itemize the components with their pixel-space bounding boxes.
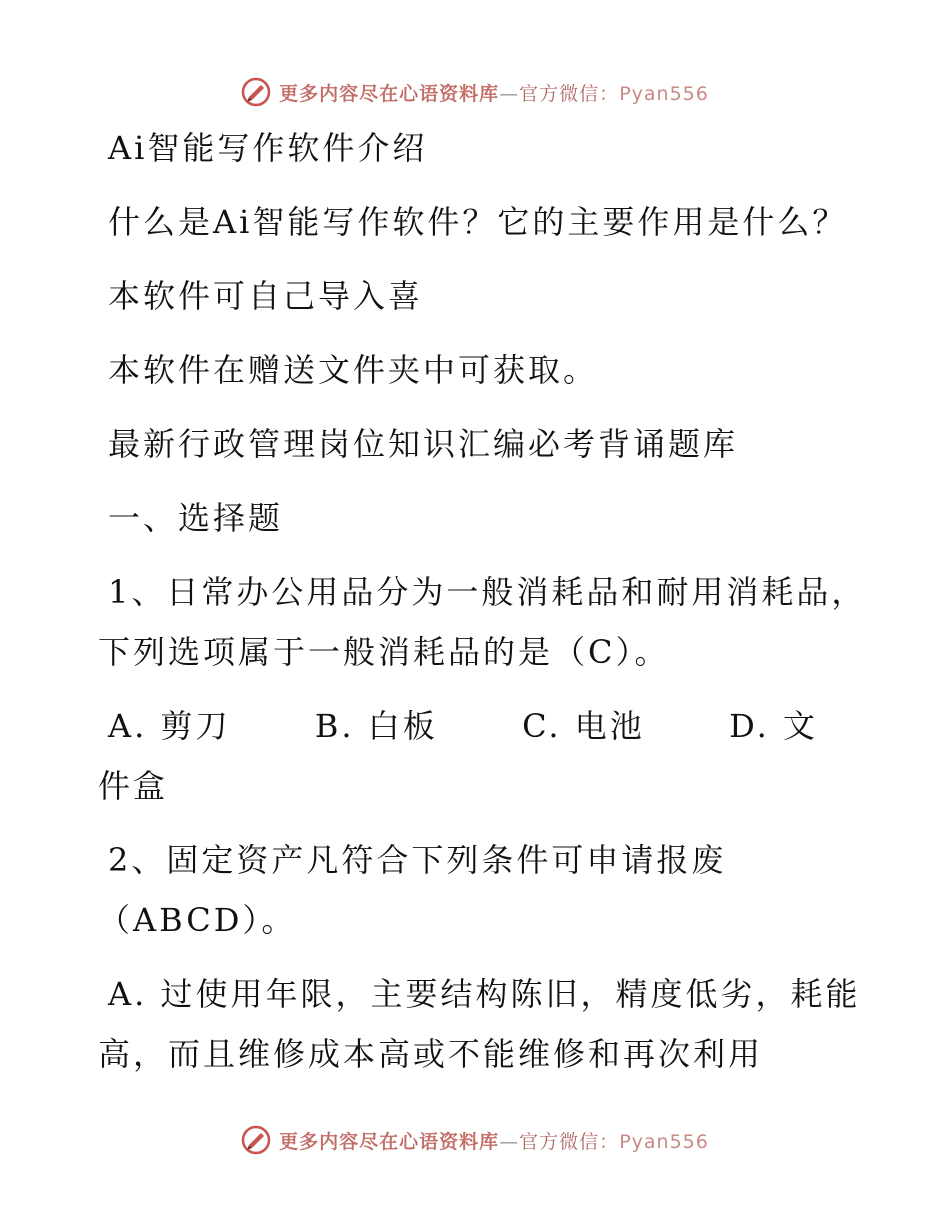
watermark-text <box>279 1127 709 1154</box>
watermark-main: 更多内容尽在心语资料库 <box>279 1130 500 1153</box>
question-2-line-2: （ABCD）。 <box>98 901 297 939</box>
watermark-separator: — <box>499 1130 520 1153</box>
option-d-wrap: 件盒 <box>98 767 169 805</box>
watermark-text <box>279 79 709 106</box>
get-line: 本软件在赠送文件夹中可获取。 <box>108 351 599 389</box>
footer-watermark <box>0 1120 950 1160</box>
question-2-line-1: 2、固定资产凡符合下列条件可申请报废 <box>108 841 727 879</box>
question-2-option-a-line-1: A. 过使用年限，主要结构陈旧，精度低劣，耗能 <box>108 975 861 1013</box>
logo-icon <box>241 77 271 107</box>
option-d: D. 文 <box>729 707 818 745</box>
option-b: B. 白板 <box>314 707 438 745</box>
watermark-wechat-id: Pyan556 <box>619 1130 709 1153</box>
import-line: 本软件可自己导入喜 <box>108 277 424 315</box>
question-bank-title: 最新行政管理岗位知识汇编必考背诵题库 <box>108 425 739 463</box>
watermark-separator: — <box>499 82 520 105</box>
document-body <box>98 118 867 1084</box>
question-2 <box>98 830 858 950</box>
question-2-option-a-line-2: 高，而且维修成本高或不能维修和再次利用 <box>98 1035 764 1073</box>
options-row <box>98 696 858 756</box>
watermark-main: 更多内容尽在心语资料库 <box>279 82 500 105</box>
watermark-wechat-label: 官方微信： <box>519 82 620 105</box>
question-1-line-1: 1、日常办公用品分为一般消耗品和耐用消耗品， <box>108 573 867 611</box>
intro-question: 什么是Ai智能写作软件？它的主要作用是什么？ <box>108 203 848 241</box>
watermark-wechat-label: 官方微信： <box>519 1130 620 1153</box>
question-1-options <box>98 696 858 816</box>
question-2-option-a <box>98 964 861 1084</box>
watermark-wechat-id: Pyan556 <box>619 82 709 105</box>
doc-title: Ai智能写作软件介绍 <box>108 129 428 167</box>
section-heading: 一、选择题 <box>108 499 284 537</box>
option-c: C. 电池 <box>522 707 645 745</box>
question-1-line-2: 下列选项属于一般消耗品的是（C）。 <box>98 633 670 671</box>
option-a: A. 剪刀 <box>108 707 231 745</box>
question-1 <box>98 562 867 682</box>
logo-icon <box>241 1125 271 1155</box>
header-watermark <box>0 72 950 112</box>
